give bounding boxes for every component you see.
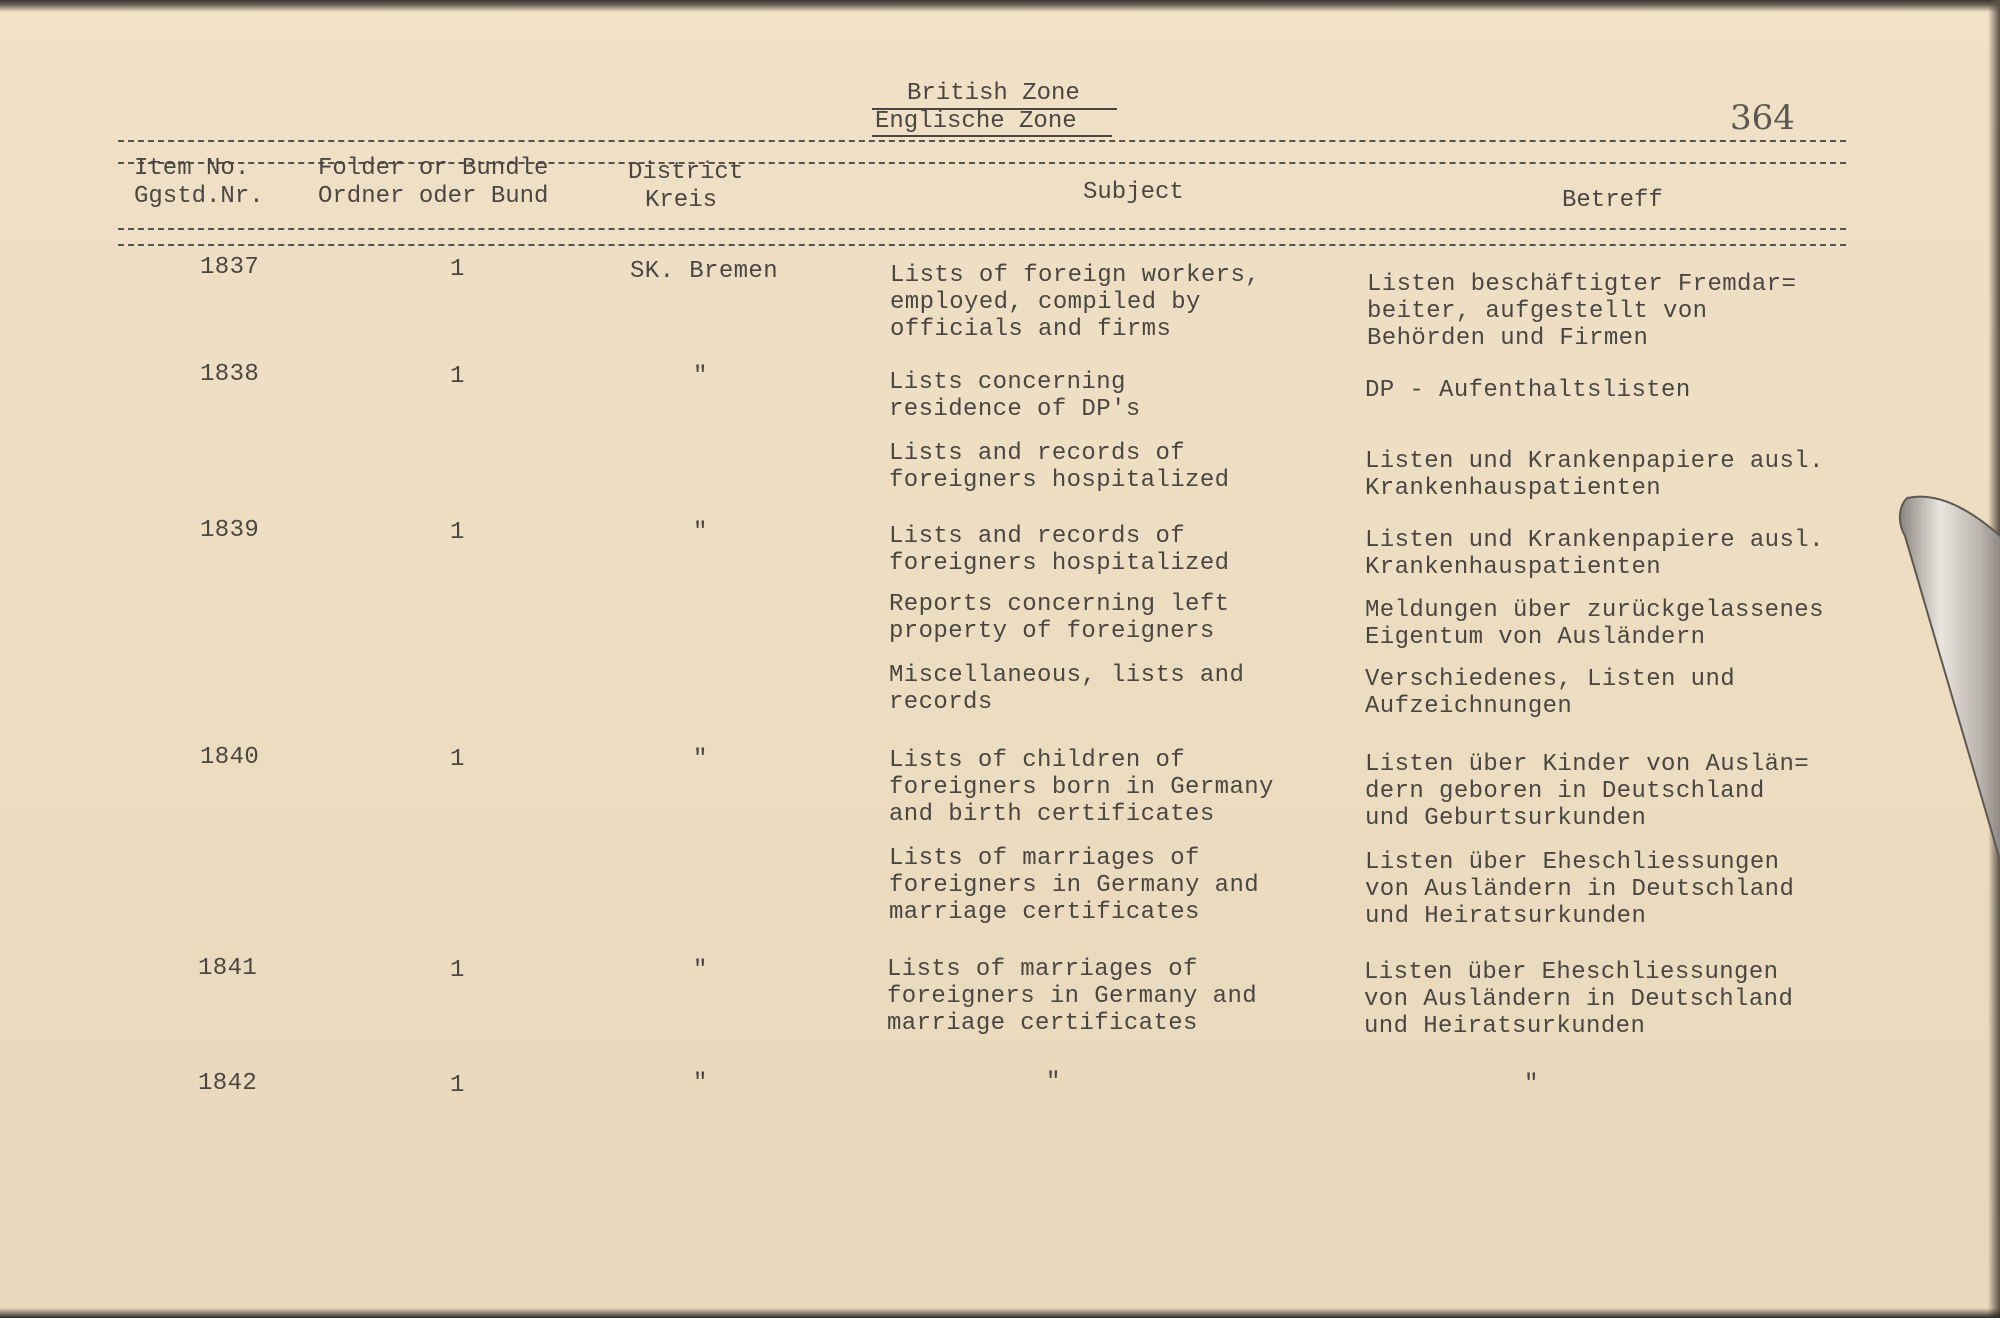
subject-ditto: ": [1046, 1069, 1061, 1096]
item-number: 1837: [200, 254, 260, 281]
folder-count: 1: [450, 746, 465, 773]
subject-text: Miscellaneous, lists and records: [889, 662, 1245, 716]
folder-count: 1: [450, 256, 465, 283]
betreff-text: Listen über Eheschliessungen von Ausländern in Deutschland und Heiratsurkunden: [1364, 959, 1794, 1040]
subject-text: Lists of foreign workers, employed, compiled by officials and firms: [890, 262, 1261, 343]
zone-subtitle-underline: [872, 135, 1112, 137]
district-ditto: ": [693, 363, 708, 390]
item-number: 1841: [198, 955, 258, 982]
folder-count: 1: [450, 1072, 465, 1099]
item-number: 1839: [200, 517, 260, 544]
zone-title-de: Englische Zone: [875, 108, 1077, 135]
district-ditto: ": [693, 519, 708, 546]
betreff-text: Verschiedenes, Listen und Aufzeichnungen: [1365, 666, 1736, 720]
subject-text: Lists and records of foreigners hospitalized: [889, 523, 1230, 577]
subject-text: Lists and records of foreigners hospitalized: [889, 440, 1230, 494]
page-right-edge: [1988, 0, 2000, 1318]
tweezer-image: [1895, 480, 2000, 900]
header-rule-top: [118, 140, 1846, 142]
item-number: 1838: [200, 361, 260, 388]
betreff-text: DP - Aufenthaltslisten: [1365, 377, 1691, 404]
betreff-text: Listen und Krankenpapiere ausl. Krankenhauspatienten: [1365, 448, 1824, 502]
page-number: 364: [1730, 98, 1795, 138]
betreff-text: Meldungen über zurückgelassenes Eigentum von Ausländern: [1365, 597, 1824, 651]
district-ditto: ": [693, 1070, 708, 1097]
col-folder-de: Ordner oder Bund: [318, 183, 549, 210]
col-folder-en: Folder or Bundle: [318, 155, 549, 182]
folder-count: 1: [450, 363, 465, 390]
header-rule-bottom-2: [118, 244, 1846, 246]
betreff-text: Listen über Kinder von Auslän= dern geboren in Deutschland und Geburtsurkunden: [1365, 751, 1810, 832]
page-bottom-edge: [0, 1308, 2000, 1318]
betreff-ditto: ": [1524, 1071, 1539, 1098]
subject-text: Reports concerning left property of foreigners: [889, 591, 1230, 645]
betreff-text: Listen und Krankenpapiere ausl. Krankenhauspatienten: [1365, 527, 1824, 581]
col-item-en: Item No.: [134, 155, 250, 182]
subject-text: Lists of marriages of foreigners in Germany and marriage certificates: [887, 956, 1258, 1037]
zone-title-en: British Zone: [907, 80, 1080, 107]
col-subject: Subject: [1083, 179, 1184, 206]
item-number: 1840: [200, 744, 260, 771]
col-district-en: District: [628, 159, 744, 186]
district-ditto: ": [693, 957, 708, 984]
district-ditto: ": [693, 746, 708, 773]
betreff-text: Listen über Eheschliessungen von Ausländern in Deutschland und Heiratsurkunden: [1365, 849, 1795, 930]
col-betreff: Betreff: [1562, 187, 1663, 214]
subject-text: Lists of marriages of foreigners in Germany and marriage certificates: [889, 845, 1260, 926]
folder-count: 1: [450, 957, 465, 984]
folder-count: 1: [450, 519, 465, 546]
betreff-text: Listen beschäftigter Fremdar= beiter, aufgestellt von Behörden und Firmen: [1367, 271, 1797, 352]
col-district-de: Kreis: [645, 187, 718, 214]
subject-text: Lists of children of foreigners born in Germany and birth certificates: [889, 747, 1274, 828]
item-number: 1842: [198, 1070, 258, 1097]
col-item-de: Ggstd.Nr.: [134, 183, 264, 210]
subject-text: Lists concerning residence of DP's: [889, 369, 1141, 423]
district: SK. Bremen: [630, 258, 779, 285]
page-top-edge: [0, 0, 2000, 12]
header-rule-bottom: [118, 228, 1846, 230]
